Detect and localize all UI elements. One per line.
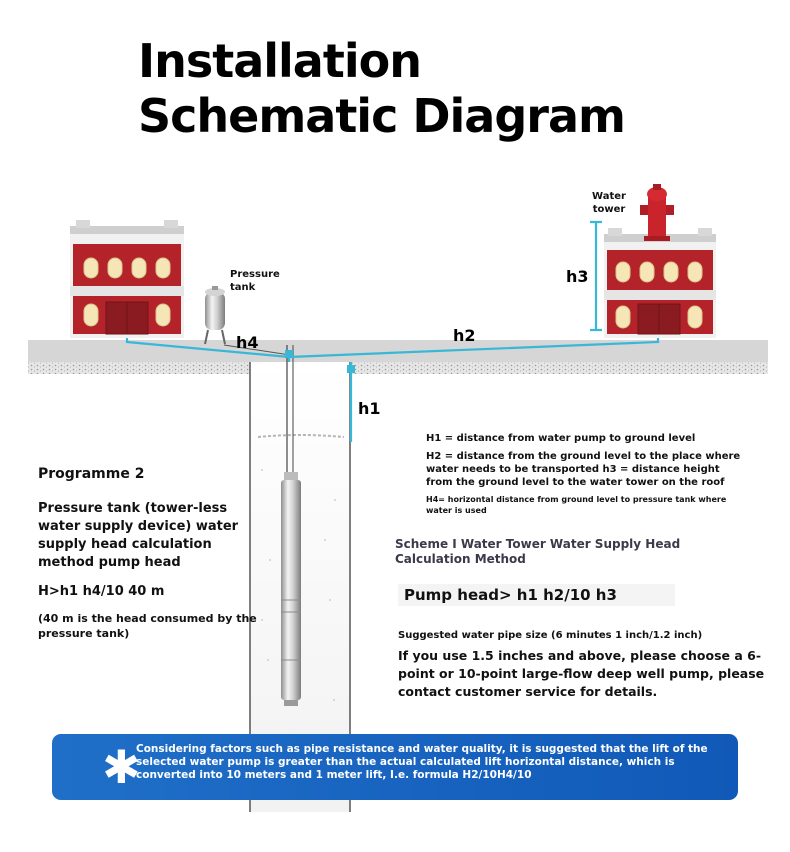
definitions — [426, 432, 746, 521]
definition-h4: H4= horizontal distance from ground level to pressure tank where water is used — [426, 495, 727, 515]
scheme-formula: Pump head> h1 h2/10 h3 — [398, 584, 675, 606]
pressure-tank-icon — [205, 286, 225, 344]
label-h2: h2 — [453, 326, 476, 345]
programme-note: (40 m is the head consumed by the pressure tank) — [38, 612, 257, 640]
label-h1: h1 — [358, 399, 381, 418]
label-h3: h3 — [566, 267, 589, 286]
title-line-1: Installation — [138, 34, 421, 88]
programme-description: Pressure tank (tower-less water supply device) water supply head calculation method pump head — [38, 501, 239, 570]
banner-text: Considering factors such as pipe resistance and water quality, it is suggested that the lift of the selected water pump is greater than the actual calculated lift horizontal distance, which is converted into 10 meters and 1 meter lift, I.e. formula H2/10H4/10 — [136, 743, 708, 781]
building-icon — [70, 220, 184, 338]
title-line-2: Schematic Diagram — [138, 89, 625, 143]
definition-h1: H1 = distance from water pump to ground level — [426, 433, 696, 444]
scheme-title: Scheme I Water Tower Water Supply Head Calculation Method — [395, 537, 681, 566]
pressure-tank-label: Pressure tank — [230, 269, 280, 293]
asterisk-icon: ✱ — [102, 740, 141, 794]
pipe-size: Suggested water pipe size (6 minutes 1 inch/1.2 inch) — [398, 630, 703, 641]
water-tower-icon — [640, 184, 674, 241]
programme-formula: H>h1 h4/10 40 m — [38, 584, 165, 599]
water-tower-label: Water tower — [592, 191, 626, 215]
programme-title: Programme 2 — [38, 466, 145, 482]
programme-2 — [38, 466, 263, 641]
ground — [28, 340, 768, 374]
building-icon-right — [604, 228, 716, 338]
note-banner — [52, 734, 738, 800]
label-h4: h4 — [236, 333, 259, 352]
definition-h2-h3: H2 = distance from the ground level to the place where water needs to be transported h3 = distance height from the ground level to the water tower on the roof — [426, 451, 741, 488]
pipe-advice: If you use 1.5 inches and above, please choose a 6-point or 10-point large-flow deep well pump, please contact customer service for details. — [398, 648, 765, 699]
